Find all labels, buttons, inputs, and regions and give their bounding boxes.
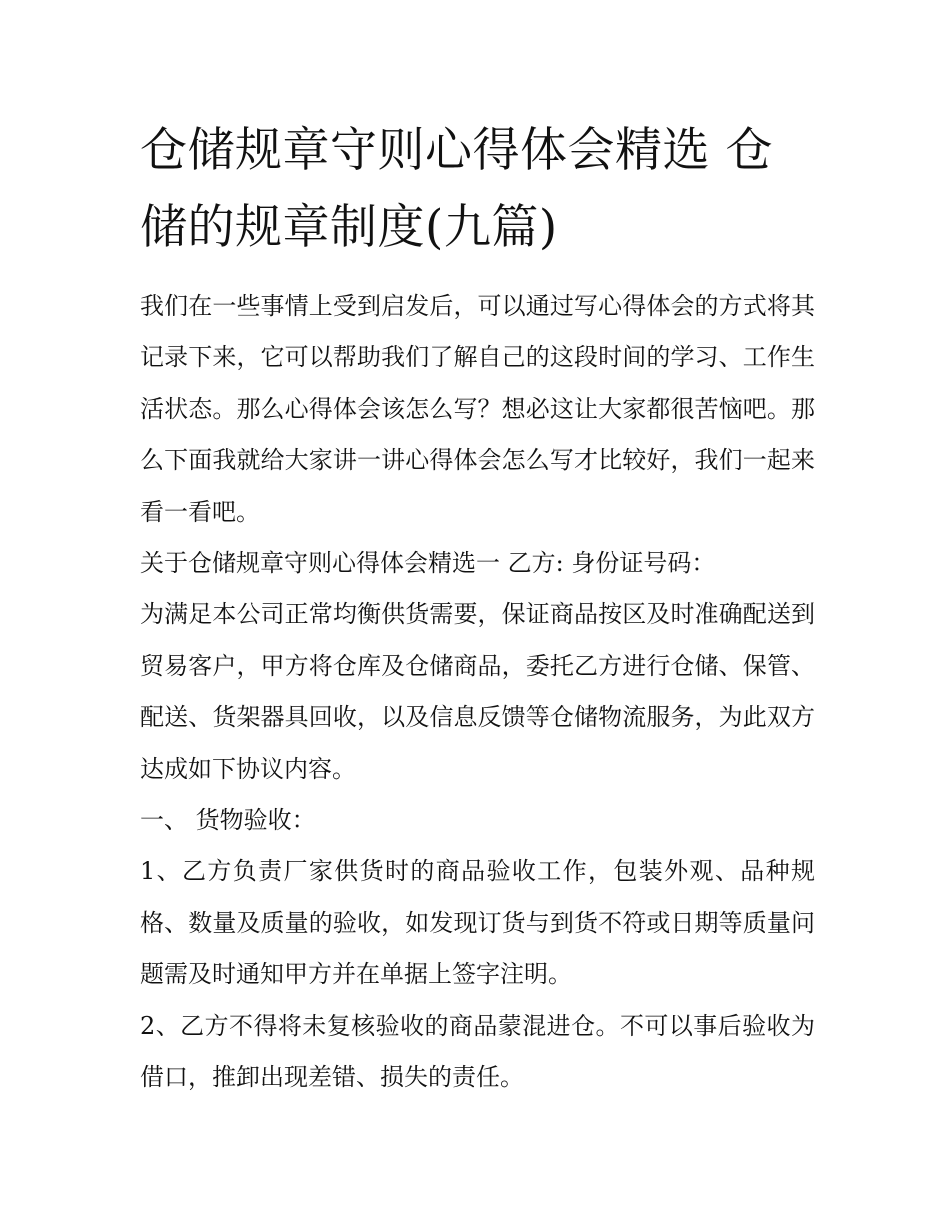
paragraph-clause-1: 1、乙方负责厂家供货时的商品验收工作，包装外观、品种规格、数量及质量的验收，如发现订货与到货不符或日期等质量问题需及时通知甲方并在单据上签字注明。	[140, 857, 815, 989]
paragraph-clause-heading: 一、 货物验收：	[140, 806, 316, 835]
paragraph-clause-2: 2、乙方不得将未复核验收的商品蒙混进仓。不可以事后验收为借口，推卸出现差错、损失的责任。	[140, 1011, 815, 1092]
paragraph-agreement-purpose: 为满足本公司正常均衡供货需要，保证商品按区及时准确配送到贸易客户，甲方将仓库及仓储商品，委托乙方进行仓储、保管、配送、货架器具回收，以及信息反馈等仓储物流服务，为此双方达成如下协议内容。	[140, 600, 815, 783]
paragraph-section-heading: 关于仓储规章守则心得体会精选一 乙方: 身份证号码：	[140, 549, 716, 578]
document-page	[140, 112, 815, 1104]
document-body	[140, 281, 815, 1104]
paragraph-intro: 我们在一些事情上受到启发后，可以通过写心得体会的方式将其记录下来，它可以帮助我们了解自己的这段时间的学习、工作生活状态。那么心得体会该怎么写？想必这让大家都很苦恼吧。那么下面我就给大家讲一讲心得体会怎么写才比较好，我们一起来看一看吧。	[140, 292, 815, 526]
document-title: 仓储规章守则心得体会精选 仓储的规章制度(九篇)	[140, 123, 773, 255]
